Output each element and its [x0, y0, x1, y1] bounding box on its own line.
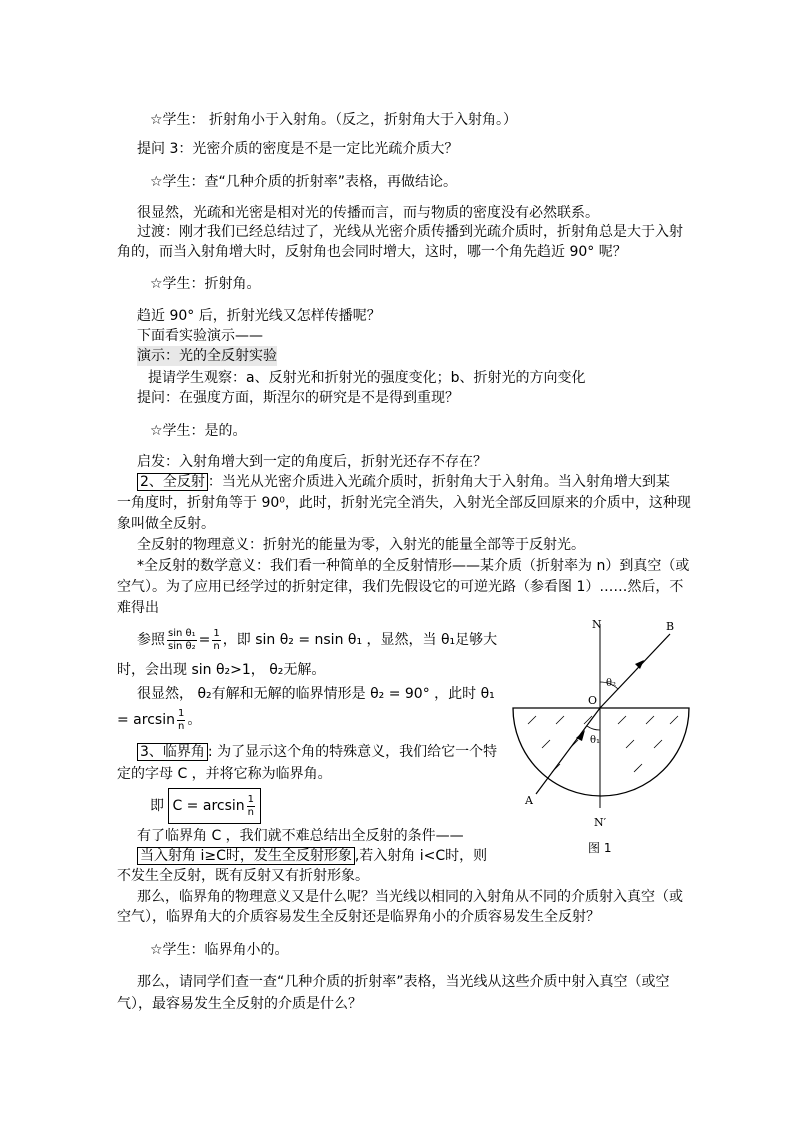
label-B: B [666, 620, 675, 633]
label-A: A [525, 794, 533, 807]
paragraph-line: 很显然，光疏和光密是相对光的传播而言，而与物质的密度没有必然联系。 [137, 205, 599, 221]
total-reflection-definition: 2、全反射 ：当光从光密介质进入光疏介质时，折射角大于入射角。当入射角增大到某 [137, 472, 670, 492]
section-heading-2: 2、全反射 [137, 473, 208, 491]
figure-caption: 图 1 [588, 841, 612, 855]
critical-angle-definition: 3、临界角 : 为了显示这个角的特殊意义，我们给它一个特 [137, 742, 497, 762]
paragraph-line: 空气）。为了应用已经学过的折射定律，我们先假设它的可逆光路（参看图 1）……然后，不 [117, 579, 684, 595]
fraction: $\frac{\text{sin θ₁}}{\text{sin θ₂}}$ [168, 627, 196, 652]
demo-title: 演示：光的全反射实验 [137, 348, 277, 364]
label-theta2: θ₂ [606, 678, 617, 689]
formula-line: 参照 $\frac{\text{sin θ₁}}{\text{sin θ₂}}$ = $\frac{1}{n}$ ，即 sin θ₂ = nsin θ₁ ，显然，当 θ₁足够大 [137, 627, 498, 652]
paragraph-line: 趋近 90° 后，折射光线又怎样传播呢？ [137, 308, 381, 324]
refracted-ray [600, 634, 670, 708]
paragraph-line: 那么，临界角的物理意义又是什么呢？当光线以相同的入射角从不同的介质射入真空（或 [137, 889, 683, 905]
refraction-diagram [508, 612, 694, 862]
paragraph-line: 时，会出现 sin θ₂>1， θ₂无解。 [117, 662, 326, 678]
paragraph-line: 启发：入射角增大到一定的角度后，折射光还存不存在？ [137, 454, 487, 470]
paragraph-line: 提问：在强度方面，斯涅尔的研究是不是得到重现？ [137, 390, 459, 406]
label-theta1: θ₁ [590, 735, 601, 746]
paragraph-line: 提请学生观察：a、反射光和折射光的强度变化；b、折射光的方向变化 [148, 370, 586, 386]
incident-ray [536, 708, 600, 794]
paragraph-line: 下面看实验演示—— [137, 328, 263, 344]
paragraph-line: *全反射的数学意义：我们看一种简单的全反射情形——某介质（折射率为 n）到真空（或 [137, 558, 690, 574]
paragraph-line: 象叫做全反射。 [117, 516, 215, 532]
label-N-prime: N′ [594, 816, 607, 829]
fraction: $\frac{1}{n}$ [247, 793, 255, 818]
paragraph-line: 不发生全反射，既有反射又有折射形象。 [117, 868, 369, 884]
student-answer-4: ☆学生：是的。 [150, 423, 247, 439]
formula-line: 即 C = arcsin $\frac{1}{n}$ [150, 788, 261, 824]
question-3: 提问 3：光密介质的密度是不是一定比光疏介质大？ [137, 141, 459, 157]
total-reflection-condition: 当入射角 i≥C时，发生全反射形象 [137, 847, 355, 865]
medium-hatching [528, 716, 678, 772]
paragraph-line: 定的字母 C ，并将它称为临界角。 [117, 766, 332, 782]
critical-angle-formula: C = arcsin $\frac{1}{n}$ [168, 788, 261, 824]
student-answer-2: ☆学生：查“几种介质的折射率”表格，再做结论。 [150, 174, 458, 190]
semicircle-medium [513, 708, 689, 796]
angle-arc-theta1 [587, 726, 600, 730]
paragraph-line: 难得出 [117, 600, 159, 616]
paragraph-line: 很显然， θ₂有解和无解的临界情形是 θ₂ = 90° ，此时 θ₁ [137, 686, 495, 702]
paragraph-line: 那么，请同学们查一查“几种介质的折射率”表格，当光线从这些介质中射入真空（或空 [137, 974, 670, 990]
fraction: $\frac{1}{n}$ [177, 707, 185, 732]
student-answer-5: ☆学生：临界角小的。 [150, 942, 289, 958]
arrow-icon [635, 660, 644, 669]
paragraph-line: 气），最容易发生全反射的介质是什么？ [117, 996, 362, 1012]
section-heading-3: 3、临界角 [137, 743, 208, 761]
paragraph-line: 空气），临界角大的介质容易发生全反射还是临界角小的介质容易发生全反射？ [117, 909, 600, 925]
condition-line: 当入射角 i≥C时，发生全反射形象 ,若入射角 i<C时，则 [137, 846, 487, 866]
fraction: $\frac{1}{n}$ [213, 627, 220, 652]
paragraph-line: 有了临界角 C ，我们就不难总结出全反射的条件—— [137, 828, 464, 844]
paragraph-line: 一角度时，折射角等于 90⁰，此时，折射光完全消失，入射光全部反回原来的介质中，这种现 [117, 495, 691, 511]
student-answer-3: ☆学生：折射角。 [150, 276, 261, 292]
label-N: N [592, 618, 602, 631]
paragraph-line: 角的，而当入射角增大时，反射角也会同时增大，这时，哪一个角先趋近 90° 呢？ [117, 244, 627, 260]
formula-line: = arcsin $\frac{1}{n}$ 。 [117, 707, 202, 732]
label-O: O [588, 694, 598, 707]
paragraph-line: 全反射的物理意义：折射光的能量为零，入射光的能量全部等于反射光。 [137, 537, 585, 553]
student-answer-1: ☆学生： 折射角小于入射角。（反之，折射角大于入射角。） [150, 112, 517, 128]
paragraph-line: 过渡：刚才我们已经总结过了，光线从光密介质传播到光疏介质时，折射角总是大于入射 [137, 224, 683, 240]
